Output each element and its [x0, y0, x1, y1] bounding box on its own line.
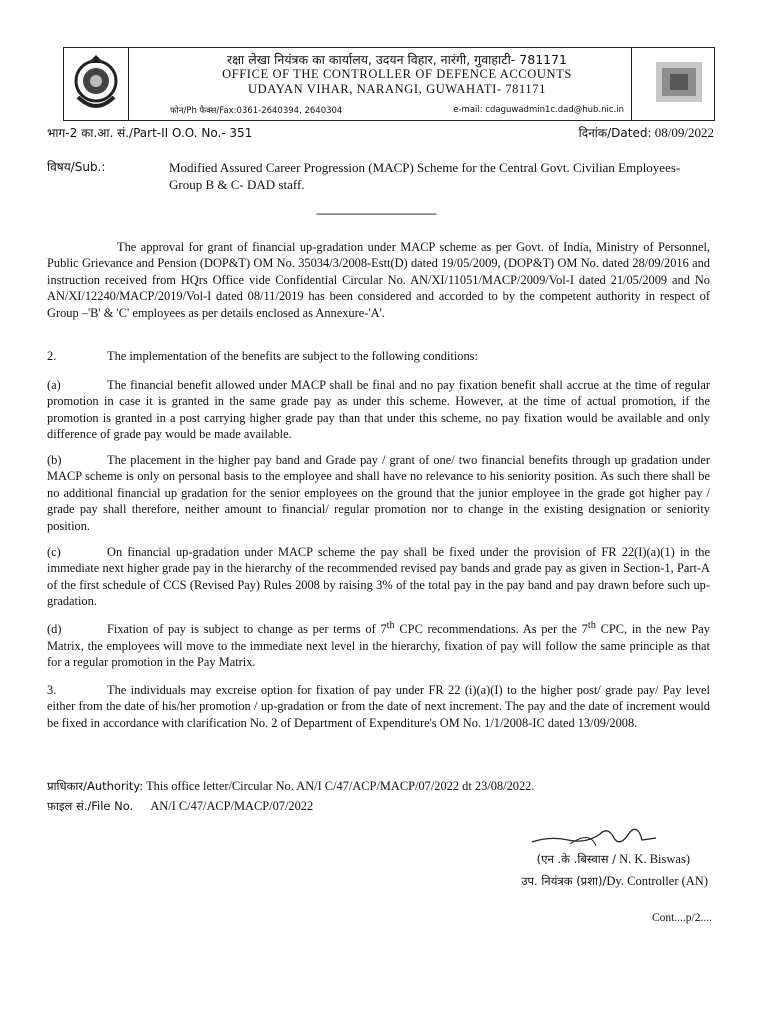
order-date-block — [579, 124, 714, 141]
paragraph-d-sup-2: th — [587, 620, 596, 631]
paragraph-c-text: On financial up-gradation under MACP scheme the pay shall be fixed under the provision of FR 22(I)(a)(1) in the immediate next higher grade pay in the hierarchy of the recommended revised pay bands and grade pay as given in Section-1, Part-A of the first schedule of CCS (Revised Pay) Rules 2008 by raising 3% of the total pay in the pay band and pay drawn before such up-gradation. — [47, 545, 710, 609]
letterhead — [63, 47, 715, 121]
office-order-number: भाग-2 का.आ. सं./Part-II O.O. No.- 351 — [47, 126, 253, 140]
paragraph-2-number: 2. — [47, 349, 57, 363]
paragraph-d-sup-1: th — [386, 620, 395, 631]
subject-text: Modified Assured Career Progression (MACP) Scheme for the Central Govt. Civilian Employees- Group B & C- DAD staff. — [169, 160, 681, 192]
signatory-name-hindi: (एन .के .बिस्वास / — [536, 852, 617, 866]
letterhead-text — [170, 52, 624, 97]
paragraph-2 — [47, 348, 710, 364]
paragraph-c — [47, 544, 710, 610]
signatory-name-english: N. K. Biswas) — [619, 852, 690, 866]
contact-details — [170, 105, 624, 116]
designation-hindi: उप. नियंत्रक (प्रशा)/ — [521, 874, 607, 888]
paragraph-d-number: (d) — [47, 622, 62, 637]
signature-icon — [530, 822, 660, 852]
paragraph-d-text-1: Fixation of pay is subject to change as per terms of 7 — [107, 622, 387, 637]
email-address: e-mail: cdaguwadmin1c.dad@hub.nic.in — [453, 105, 624, 115]
letterhead-divider-left — [128, 48, 129, 120]
paragraph-3-number: 3. — [47, 683, 57, 697]
designation-english: Dy. Controller (AN) — [606, 874, 708, 888]
defence-accounts-emblem-icon — [70, 53, 122, 113]
file-number: AN/I C/47/ACP/MACP/07/2022 — [150, 799, 314, 813]
paragraph-3-text: The individuals may excreise option for fixation of pay under FR 22 (i)(a)(I) to the higher post/ grade pay/ Pay level either from the date of his/her promotion / up-gradation or from the date of next increment. The pay and the date of increment would be fixed in accordance with clarification No. 2 of Department of Expenditure's OM No. 1/1/2008-IC dated 13/09/2008. — [47, 683, 710, 730]
reference-line — [47, 124, 714, 141]
authority-line — [47, 777, 534, 795]
office-name-english: OFFICE OF THE CONTROLLER OF DEFENCE ACCOUNTS — [222, 67, 572, 81]
continued-note: Cont....p/2.... — [651, 912, 712, 924]
paragraph-d-text-3: CPC, in the new Pay Matrix, the employees will move to the immediate next level in the hierarchy, fixation of pay will follow the same principle as that for a regular promotion in the Pay Matrix. — [47, 622, 710, 669]
phone-fax: फोन/Ph फैक्स/Fax:0361-2640394, 2640304 — [170, 106, 343, 116]
authority-text: This office letter/Circular No. AN/I C/47/ACP/MACP/07/2022 dt 23/08/2022. — [146, 779, 535, 793]
paragraph-1: The approval for grant of financial up-gradation under MACP scheme as per Govt. of India, Ministry of Personnel, Public Grievance and Pension (DOP&T) OM No. 35034/3/2008-Estt(D) dated 19/05/2009, (DOP&T) OM No. dated 28/09/2016 and instruction received from HQrs Office vide Confidential Circular No. AN/XI/11051/MACP/2009/Vol-I dated 21/05/2009 and No AN/XI/12240/MACP/2019/Vol-I dated 08/11/2019 has been considered and accorded to by the competent authority in respect of Group –'B' & 'C' employees as per details enclosed as Annexure-'A'. — [47, 240, 710, 320]
letterhead-divider-right — [631, 48, 632, 120]
paragraph-d — [47, 618, 710, 670]
file-number-line — [47, 797, 313, 815]
paragraph-c-number: (c) — [47, 545, 61, 559]
signatory-name — [537, 852, 690, 867]
paragraph-a-text: The financial benefit allowed under MACP shall be final and no pay fixation benefit shall accrue at the time of regular promotion in case it is granted in the same grade pay as under this scheme. However, at the time of actual promotion, if the promotion is granted in a post carrying higher grade pay than that under this scheme, no pay fixation would be available and only difference of grade pay would be made available. — [47, 378, 710, 442]
authority-label: प्राधिकार/Authority: — [47, 779, 144, 793]
office-address: UDAYAN VIHAR, NARANGI, GUWAHATI- 781171 — [248, 82, 546, 96]
office-name-hindi: रक्षा लेखा नियंत्रक का कार्यालय, उदयन विहार, नारंगी, गुवाहाटी- 781171 — [226, 52, 568, 67]
subject-divider: ---------------------------------------- — [316, 206, 436, 220]
paragraph-a — [47, 377, 710, 443]
paragraph-3 — [47, 682, 710, 731]
signatory-designation — [521, 874, 708, 889]
paragraph-b-text: The placement in the higher pay band and Grade pay / grant of one/ two financial benefits through up gradation under MACP scheme is only on personal basis to the employee and shall have no relevance to his seniority position. As such there shall be no additional financial up gradation for the senior employees on the ground that the junior employee in the grade got higher pay / grade pay shall therefore, neither amount to financial/ regular promotion nor to change in the existing designation or seniority position. — [47, 453, 710, 533]
paragraph-a-number: (a) — [47, 378, 61, 392]
date-label: दिनांक/Dated: — [578, 126, 652, 140]
state-emblem-icon — [650, 58, 708, 108]
paragraph-d-text-2: CPC recommendations. As per the 7 — [394, 622, 588, 637]
paragraph-2-text: The implementation of the benefits are subject to the following conditions: — [107, 349, 478, 363]
order-date: 08/09/2022 — [654, 125, 714, 140]
paragraph-b-number: (b) — [47, 453, 62, 467]
paragraph-b — [47, 452, 710, 534]
subject-label: विषय/Sub.: — [47, 160, 106, 174]
file-label: फ़ाइल सं./File No. — [47, 799, 134, 813]
